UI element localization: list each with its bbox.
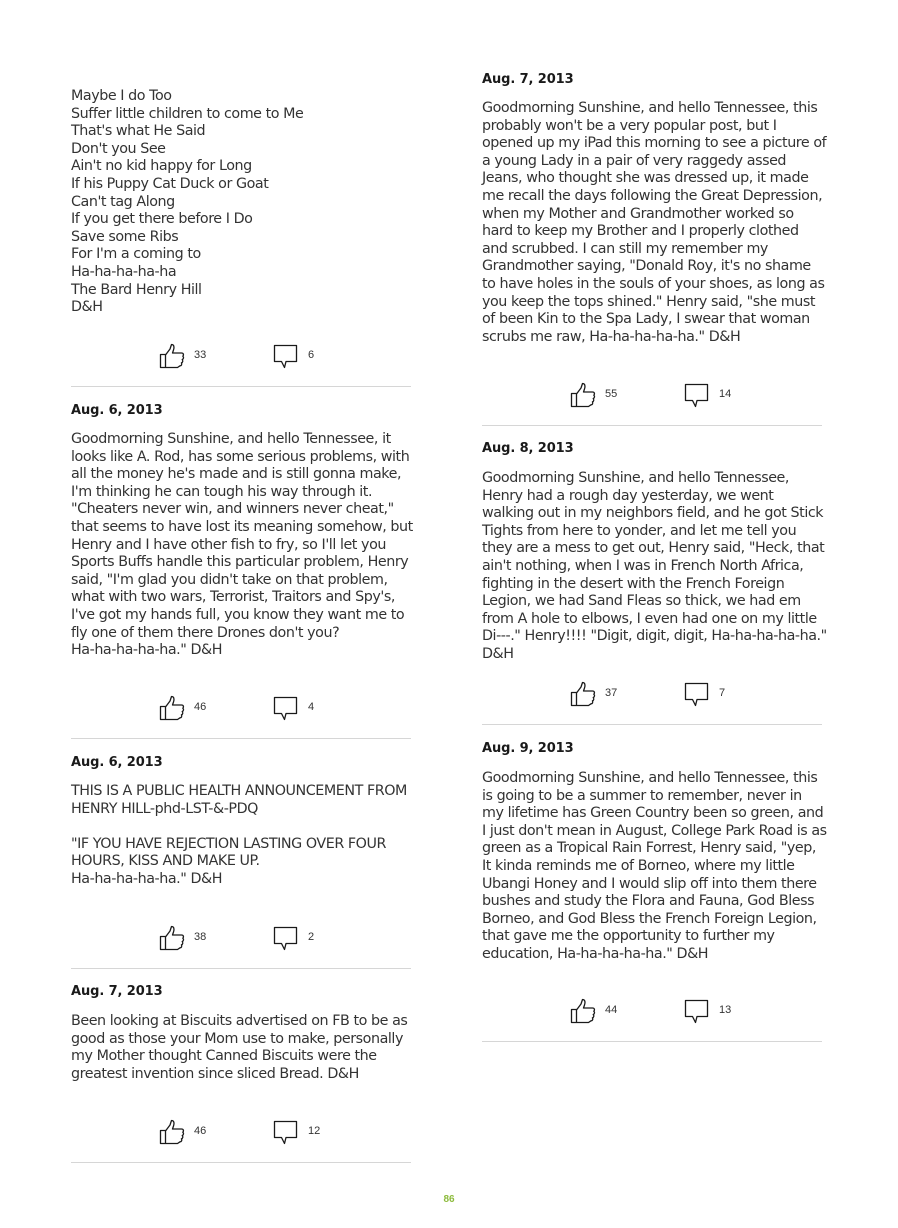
post-reactions bbox=[482, 998, 822, 1024]
thumbs-up-icon[interactable] bbox=[159, 695, 185, 721]
comment-count: 2 bbox=[308, 931, 315, 943]
speech-bubble-icon[interactable] bbox=[684, 383, 710, 409]
comment-count: 4 bbox=[308, 701, 315, 713]
post-reactions bbox=[71, 343, 411, 369]
speech-bubble-icon[interactable] bbox=[273, 344, 299, 370]
post-date: Aug. 7, 2013 bbox=[71, 984, 163, 999]
like-count: 33 bbox=[194, 349, 207, 361]
speech-bubble-icon[interactable] bbox=[273, 696, 299, 722]
post-body: Goodmorning Sunshine, and hello Tennessee, Henry had a rough day yesterday, we went walking out in my neighbors field, and he got Stick Tights from here to yonder, and let me tell you they are a mess to get out, Henry said, "Heck, that ain't nothing, when I was in French North Africa, fighting in the desert with the French Foreign Legion, we had Sand Fleas so thick, we had em from A hole to elbows, I even had one on my little Di---." Henry!!!! "Digit, digit, digit, Ha-ha-ha-ha-ha." D&H bbox=[482, 470, 827, 662]
thumbs-up-icon[interactable] bbox=[159, 925, 185, 951]
post-date: Aug. 7, 2013 bbox=[482, 72, 574, 87]
post-body: Goodmorning Sunshine, and hello Tennessee, this is going to be a summer to remember, never in my lifetime has Green Country been so green, and I just don't mean in August, College Park Road is as green as a Tropical Rain Forrest, Henry said, "yep, It kinda reminds me of Borneo, where my little Ubangi Honey and I would slip off into them there bushes and study the Flora and Fauna, God Bless Borneo, and God Bless the French Foreign Legion, that gave me the opportunity to further my education, Ha-ha-ha-ha-ha." D&H bbox=[482, 770, 827, 962]
post-date: Aug. 9, 2013 bbox=[482, 741, 574, 756]
like-count: 55 bbox=[605, 388, 618, 400]
post-reactions bbox=[482, 382, 822, 408]
thumbs-up-icon[interactable] bbox=[570, 998, 596, 1024]
post-reactions bbox=[482, 681, 822, 707]
post-body: THIS IS A PUBLIC HEALTH ANNOUNCEMENT FROM HENRY HILL-phd-LST-&-PDQ "IF YOU HAVE REJECTION LASTING OVER FOUR HOURS, KISS AND MAKE UP. Ha-ha-ha-ha-ha." D&H bbox=[71, 783, 407, 887]
comment-count: 6 bbox=[308, 349, 315, 361]
comment-count: 7 bbox=[719, 687, 726, 699]
comment-count: 14 bbox=[719, 388, 732, 400]
speech-bubble-icon[interactable] bbox=[684, 999, 710, 1025]
speech-bubble-icon[interactable] bbox=[684, 682, 710, 708]
thumbs-up-icon[interactable] bbox=[570, 382, 596, 408]
divider bbox=[482, 1041, 822, 1042]
post-date: Aug. 8, 2013 bbox=[482, 441, 574, 456]
like-count: 44 bbox=[605, 1004, 618, 1016]
like-count: 46 bbox=[194, 1125, 207, 1137]
post-reactions bbox=[71, 925, 411, 951]
post-body: Goodmorning Sunshine, and hello Tennessee, this probably won't be a very popular post, but I opened up my iPad this morning to see a picture of a young Lady in a pair of very raggedy assed Jeans, who thought she was dressed up, it made me recall the days following the Great Depression, when my Mother and Grandmother worked so hard to keep my Brother and I properly clothed and scrubbed. I can still my remember my Grandmother saying, "Donald Roy, it's no shame to have holes in the souls of your shoes, as long as you keep the tops shined." Henry said, "she must of been Kin to the Spa Lady, I swear that woman scrubs me raw, Ha-ha-ha-ha-ha." D&H bbox=[482, 100, 827, 345]
divider bbox=[71, 968, 411, 969]
like-count: 38 bbox=[194, 931, 207, 943]
thumbs-up-icon[interactable] bbox=[570, 681, 596, 707]
post-body: Maybe I do Too Suffer little children to come to Me That's what He Said Don't you See Ain't no kid happy for Long If his Puppy Cat Duck or Goat Can't tag Along If you get there before I Do Save some Ribs For I'm a coming to Ha-ha-ha-ha-ha The Bard Henry Hill D&H bbox=[71, 88, 304, 316]
thumbs-up-icon[interactable] bbox=[159, 1119, 185, 1145]
like-count: 46 bbox=[194, 701, 207, 713]
divider bbox=[71, 738, 411, 739]
post-reactions bbox=[71, 1119, 411, 1145]
divider bbox=[482, 724, 822, 725]
divider bbox=[482, 425, 822, 426]
divider bbox=[71, 1162, 411, 1163]
page-number: 86 bbox=[443, 1194, 455, 1205]
comment-count: 12 bbox=[308, 1125, 321, 1137]
post-body: Goodmorning Sunshine, and hello Tennessee, it looks like A. Rod, has some serious problems, with all the money he's made and is still gonna make, I'm thinking he can tough his way through it. "Cheaters never win, and winners never cheat," that seems to have lost its meaning somehow, but Henry and I have other fish to fry, so I'll let you Sports Buffs handle this particular problem, Henry said, "I'm glad you didn't take on that problem, what with two wars, Terrorist, Traitors and Spy's, I've got my hands full, you know they want me to fly one of them there Drones don't you? Ha-ha-ha-ha-ha." D&H bbox=[71, 431, 413, 659]
post-date: Aug. 6, 2013 bbox=[71, 403, 163, 418]
divider bbox=[71, 386, 411, 387]
post-reactions bbox=[71, 695, 411, 721]
like-count: 37 bbox=[605, 687, 618, 699]
speech-bubble-icon[interactable] bbox=[273, 1120, 299, 1146]
comment-count: 13 bbox=[719, 1004, 732, 1016]
thumbs-up-icon[interactable] bbox=[159, 343, 185, 369]
post-date: Aug. 6, 2013 bbox=[71, 755, 163, 770]
post-body: Been looking at Biscuits advertised on FB to be as good as those your Mom use to make, personally my Mother thought Canned Biscuits were the greatest invention since sliced Bread. D&H bbox=[71, 1013, 408, 1082]
speech-bubble-icon[interactable] bbox=[273, 926, 299, 952]
